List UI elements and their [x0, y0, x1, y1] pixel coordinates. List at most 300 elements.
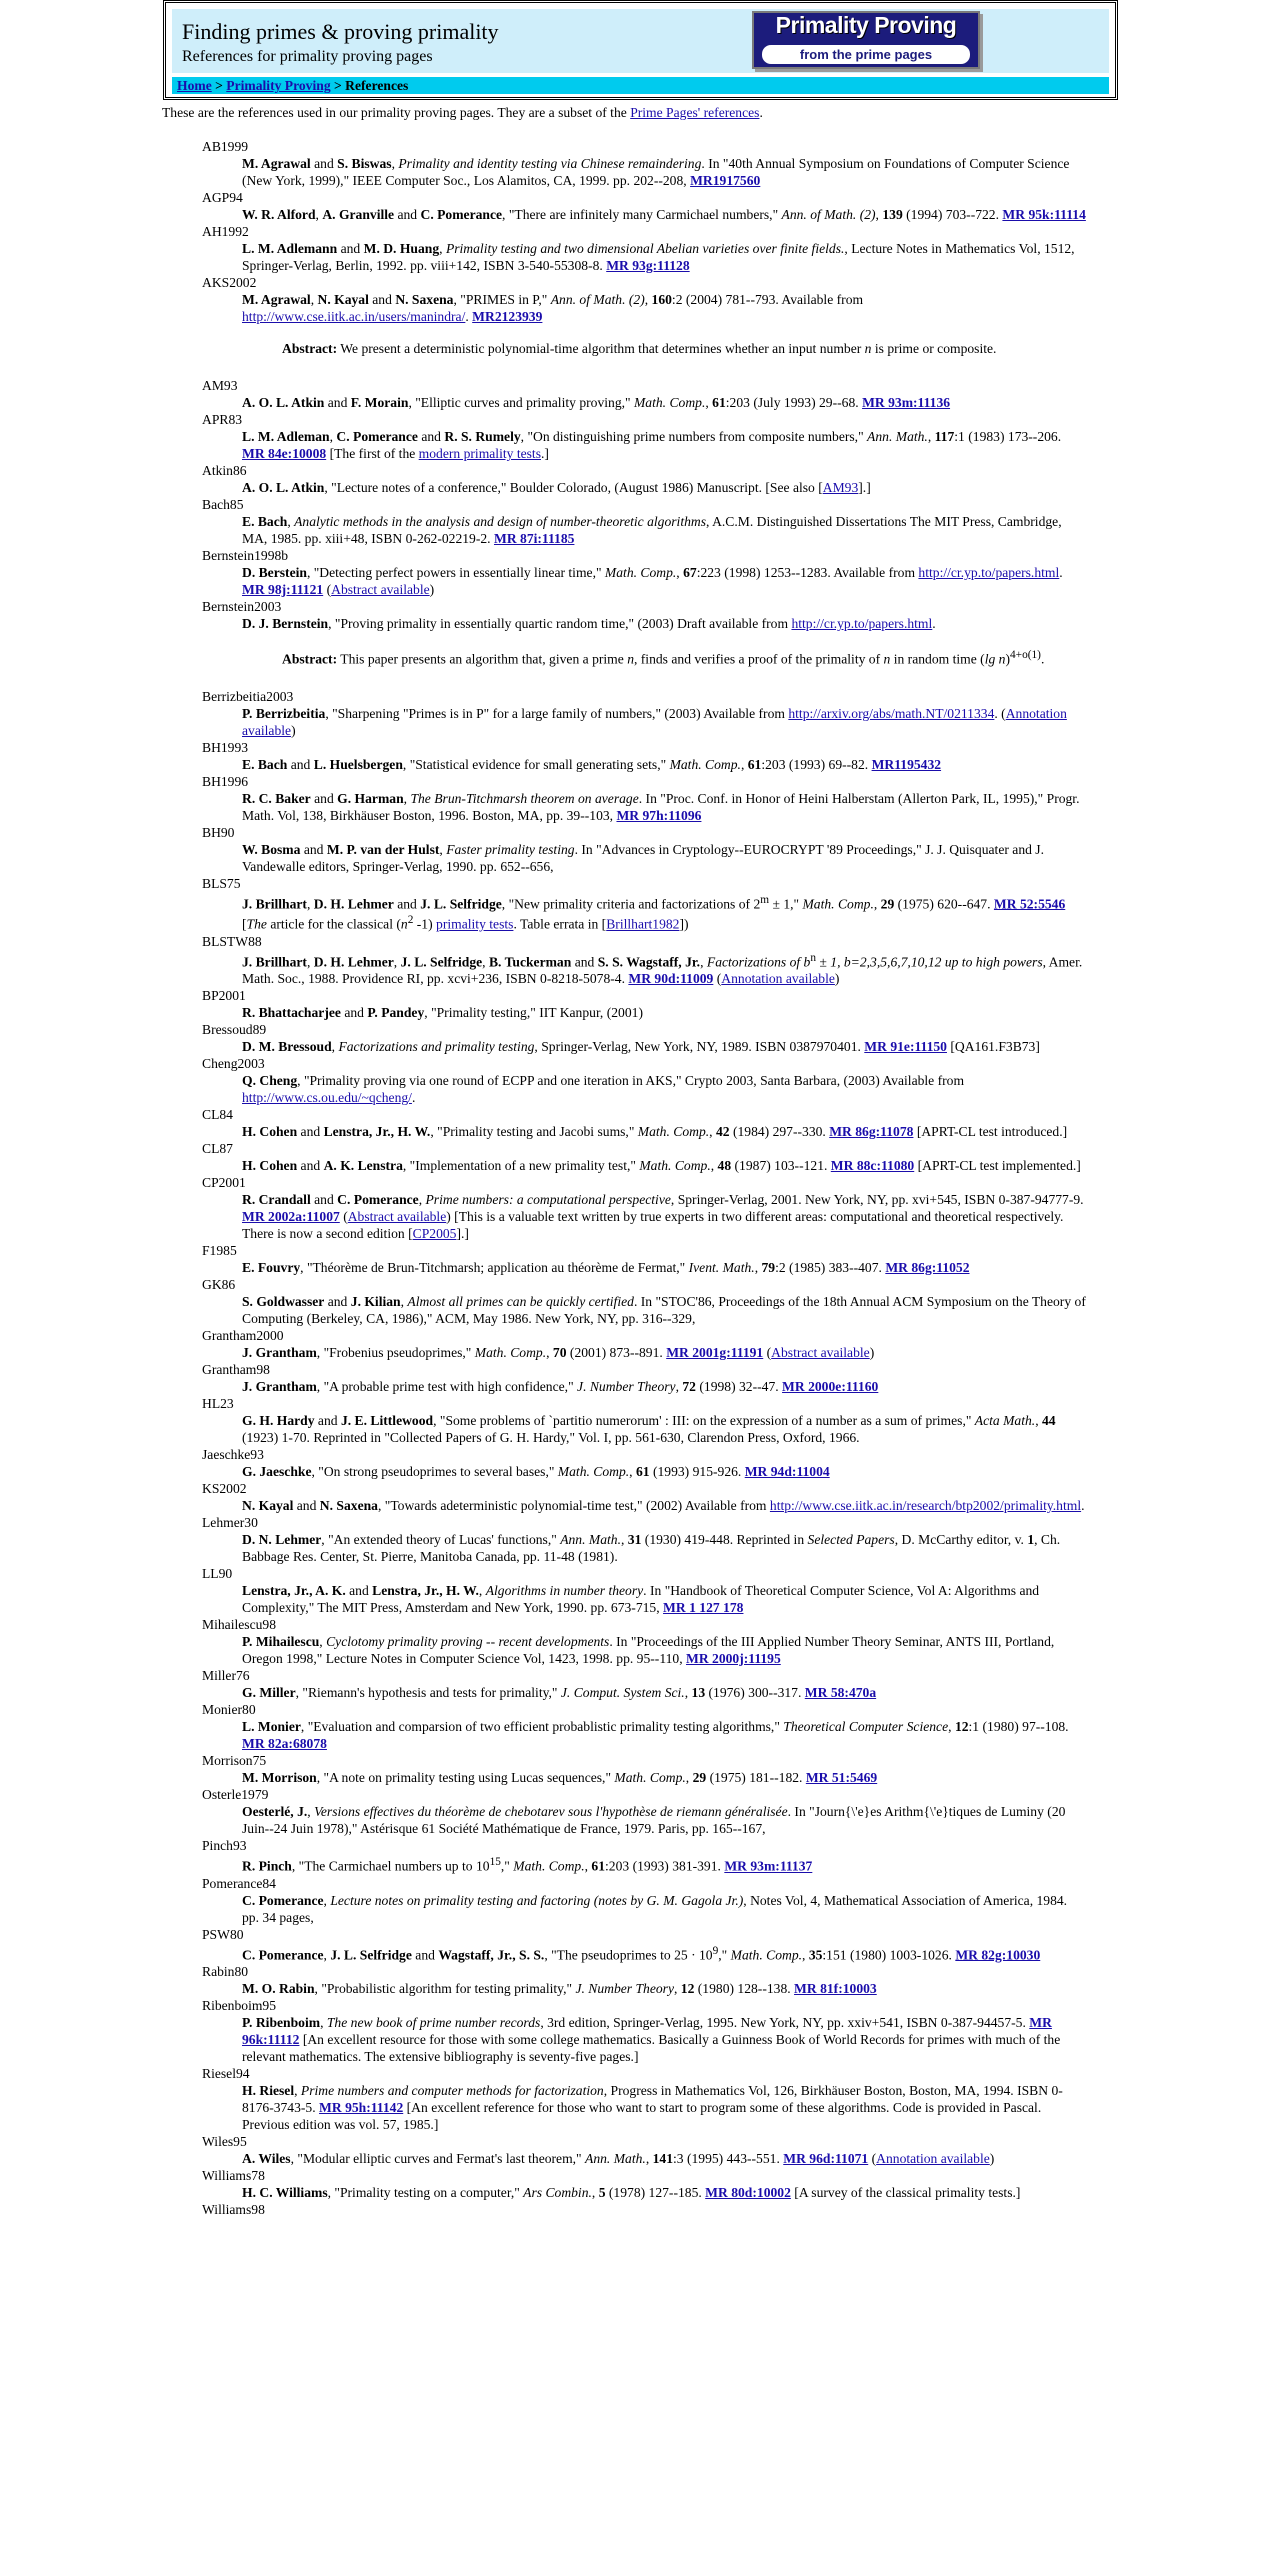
mathscinet-review-link[interactable]: MR 93m:11136	[862, 395, 951, 410]
reference-citation	[242, 1980, 1086, 1997]
reference-key: Rabin80	[202, 1964, 249, 1980]
ref-text: article for the classical (	[266, 916, 401, 932]
mathscinet-review-link[interactable]: MR 52:5546	[993, 896, 1066, 912]
ref-text: ,	[676, 565, 684, 580]
breadcrumb-text: >	[211, 78, 227, 93]
reference-key: AKS2002	[202, 275, 257, 290]
ref-text: .	[1081, 1498, 1085, 1514]
ref-author: B. Tuckerman	[488, 954, 572, 970]
ref-author: 48	[717, 1158, 732, 1174]
ref-text: ,	[306, 954, 314, 970]
mathscinet-review-link[interactable]: MR 95k:11114	[1002, 207, 1086, 222]
ref-text: , "Elliptic curves and primality proving,"	[408, 395, 634, 410]
reference-key: HL23	[202, 1396, 234, 1412]
ref-author: D. H. Lehmer	[313, 954, 394, 970]
ref-author: R. Pinch	[242, 1858, 292, 1874]
reference-entry	[202, 1786, 1086, 1837]
ref-text: .	[1040, 651, 1045, 667]
ref-author: 42	[715, 1124, 730, 1140]
ref-text: , "Primality testing," IIT Kanpur, (2001)	[424, 1005, 643, 1021]
ref-link[interactable]: http://cr.yp.to/papers.html	[791, 616, 933, 631]
reference-citation	[242, 892, 1086, 933]
ref-author: M. P. van der Hulst	[326, 841, 440, 857]
ref-author: D. Berstein	[242, 565, 307, 580]
ref-author: H. Riesel	[242, 2083, 295, 2099]
ref-author: A. Wiles	[242, 2151, 291, 2167]
ref-text: [An excellent reference for those who want to start to program some of these algorithms. Code is provided in Pascal. Previous edition was vol. 57, 1985.]	[242, 2100, 1042, 2133]
ref-text: , "Implementation of a new primality test,"	[402, 1158, 640, 1174]
reference-citation	[242, 2082, 1086, 2133]
ref-text: ,	[754, 1260, 762, 1276]
mathscinet-review-link[interactable]: MR 96d:11071	[783, 2151, 869, 2167]
reference-citation	[242, 950, 1086, 988]
breadcrumb	[172, 77, 1109, 94]
ref-author: Abstract:	[282, 651, 338, 667]
reference-citation	[242, 479, 1086, 496]
ref-author: Oesterlé, J.	[242, 1804, 308, 1820]
ref-title: Math. Comp.	[513, 1858, 585, 1874]
reference-key: AB1999	[202, 139, 249, 154]
ref-text: )	[291, 722, 296, 738]
ref-author: J. E. Littlewood	[340, 1413, 434, 1429]
ref-author: 31	[627, 1532, 642, 1548]
mathscinet-review-link[interactable]: MR 88c:11080	[830, 1158, 915, 1174]
ref-link[interactable]: Annotation available	[242, 705, 1067, 738]
ref-author: J. L. Selfridge	[330, 1947, 412, 1963]
ref-text: ,	[439, 841, 447, 857]
ref-title: J. Number Theory	[575, 1981, 674, 1997]
reference-citation	[242, 1038, 1086, 1055]
reference-key: LL90	[202, 1566, 233, 1582]
ref-text: and	[310, 156, 338, 171]
reference-entry	[202, 223, 1086, 274]
ref-author: A. O. L. Atkin	[242, 480, 325, 495]
reference-citation	[242, 1293, 1086, 1327]
ref-text: (1980) 128--138.	[694, 1981, 795, 1997]
ref-title: Cyclotomy primality proving -- recent developments	[326, 1634, 610, 1650]
mathscinet-review-link[interactable]: MR 94d:11004	[744, 1464, 830, 1480]
reference-entry	[202, 1055, 1086, 1106]
ref-text: , "A note on primality testing using Lucas sequences,"	[316, 1770, 615, 1786]
ref-text: and	[297, 1158, 324, 1174]
mathscinet-review-link[interactable]: MR 2001g:11191	[666, 1345, 764, 1361]
ref-author: S. S. Wagstaff, Jr.	[597, 954, 701, 970]
breadcrumb-link[interactable]: Primality Proving	[226, 78, 331, 93]
ref-text: , "Towards adeterministic polynomial-time test," (2002) Available from	[377, 1498, 770, 1514]
ref-text: ,	[329, 429, 337, 444]
reference-citation	[242, 1943, 1086, 1964]
mathscinet-review-link[interactable]: MR 82g:10030	[955, 1947, 1041, 1963]
ref-text: , "Lecture notes of a conference," Boulder Colorado, (August 1986) Manuscript. [See also [	[324, 480, 823, 495]
reference-key: APR83	[202, 412, 243, 427]
breadcrumb-link[interactable]: Home	[177, 78, 212, 93]
reference-key: Ribenboim95	[202, 1998, 277, 2014]
ref-title: Math. Comp.	[637, 1124, 710, 1140]
ref-author: J. Brillhart	[242, 954, 307, 970]
reference-entry	[202, 2133, 1086, 2167]
ref-text: )	[989, 2151, 995, 2167]
ref-title: J. Comput. System Sci.	[560, 1685, 685, 1701]
ref-text: )	[834, 971, 840, 987]
primality-proving-logo[interactable]	[752, 11, 980, 69]
mathscinet-review-link[interactable]: MR 2000j:11195	[686, 1651, 781, 1667]
mathscinet-review-link[interactable]: MR 97h:11096	[616, 807, 702, 823]
ref-author: S. Biswas	[337, 156, 392, 171]
reference-entry	[202, 1480, 1086, 1514]
ref-text: :2 (2004) 781--793. Available from	[671, 292, 864, 307]
reference-citation	[242, 564, 1086, 598]
ref-title: n	[864, 341, 872, 356]
reference-key: Bressoud89	[202, 1022, 267, 1038]
ref-text: [	[242, 916, 247, 932]
mathscinet-review-link[interactable]: MR 86g:11052	[885, 1260, 970, 1276]
ref-text: and	[314, 1413, 341, 1429]
ref-author: 67	[683, 565, 697, 580]
ref-author: M. Morrison	[242, 1770, 317, 1786]
mathscinet-review-link[interactable]: MR 96k:11112	[242, 2015, 1052, 2048]
ref-author: N. Kayal	[317, 292, 369, 307]
ref-title: Ann. Math.	[585, 2151, 646, 2167]
reference-key: Williams78	[202, 2168, 265, 2184]
ref-text: [QA161.F3B73]	[946, 1039, 1040, 1055]
ref-title: n	[883, 651, 891, 667]
ref-author: S. Goldwasser	[242, 1294, 325, 1310]
reference-entry	[202, 1174, 1086, 1242]
ref-link[interactable]: http://www.cse.iitk.ac.in/users/manindra/	[242, 309, 466, 324]
ref-title: Math. Comp.	[604, 565, 677, 580]
reference-citation	[242, 1378, 1086, 1395]
reference-entry	[202, 773, 1086, 824]
ref-text: :1 (1980) 97--108.	[968, 1719, 1069, 1735]
mathscinet-review-link[interactable]: MR 93g:11128	[606, 258, 690, 273]
ref-text: , Springer-Verlag, New York, NY, 1989. ISBN 0387970401.	[534, 1039, 865, 1055]
mathscinet-review-link[interactable]: MR1917560	[690, 173, 761, 188]
ref-title: Ivent. Math.	[688, 1260, 755, 1276]
reference-entry	[202, 1616, 1086, 1667]
reference-entry	[202, 688, 1086, 739]
ref-author: Wagstaff, Jr., S. S.	[438, 1947, 545, 1963]
reference-citation	[242, 1157, 1086, 1174]
reference-key: BH90	[202, 824, 235, 840]
mathscinet-review-link[interactable]: MR 87i:11185	[493, 531, 575, 546]
ref-text: [A survey of the classical primality tests.]	[790, 2185, 1021, 2201]
ref-author: M. Agrawal	[242, 156, 311, 171]
ref-author: 13	[691, 1685, 706, 1701]
ref-text: in random time (	[890, 651, 985, 667]
ref-text: ,	[948, 1719, 955, 1735]
ref-text: ])	[679, 916, 689, 932]
ref-text: , Notes Vol, 4, Mathematical Association of America, 1984. pp. 34 pages,	[242, 1892, 1068, 1925]
ref-text: and	[393, 896, 421, 912]
reference-key: KS2002	[202, 1481, 247, 1497]
ref-text: ,	[644, 292, 652, 307]
ref-text: , "Some problems of `partitio numerorum' : III: on the expression of a number as a sum of primes,"	[433, 1413, 975, 1429]
ref-title: Math. Comp.	[474, 1345, 547, 1361]
ref-text: . In "Advances in Cryptology--EUROCRYPT '89 Proceedings," J. J. Quisquater and J. Vandewalle editors, Springer-Verlag, 1990. pp. 652--656,	[242, 841, 1044, 874]
reference-entry	[202, 1361, 1086, 1395]
mathscinet-review-link[interactable]: MR 2002a:11007	[242, 1209, 340, 1225]
ref-text: ,	[710, 1158, 718, 1174]
reference-entry	[202, 1926, 1086, 1964]
ref-title: The new book of prime number records	[326, 2015, 541, 2031]
ref-link[interactable]: Abstract available	[771, 1345, 870, 1361]
ref-link[interactable]: Abstract available	[347, 1209, 447, 1225]
ref-title: Math. Comp.	[669, 756, 741, 772]
mathscinet-review-link[interactable]: MR 86g:11078	[829, 1124, 914, 1140]
reference-entry	[202, 1963, 1086, 1997]
ref-text: ].]	[456, 1226, 469, 1242]
mathscinet-review-link[interactable]: MR 81f:10003	[794, 1981, 877, 1997]
mathscinet-review-link[interactable]: MR 95h:11142	[319, 2100, 404, 2116]
ref-link[interactable]: modern primality tests	[418, 446, 541, 461]
ref-text: (	[868, 2151, 877, 2167]
ref-text: . In "Proc. Conf. in Honor of Heini Halberstam (Allerton Park, IL, 1995)," Progr. Math. Vol, 138, Birkhäuser Boston, 1996. Boston, MA, pp. 39--103,	[242, 790, 1080, 823]
ref-text: , Lecture Notes in Mathematics Vol, 1512, Springer-Verlag, Berlin, 1992. pp. viii+142, ISBN 3-540-55308-8.	[242, 241, 1075, 273]
ref-link[interactable]: http://arxiv.org/abs/math.NT/0211334	[788, 705, 995, 721]
ref-text: and	[417, 429, 445, 444]
ref-title: Math. Comp.	[614, 1770, 686, 1786]
ref-author: W. R. Alford	[242, 207, 316, 222]
ref-text: is prime or composite.	[871, 341, 997, 356]
ref-text: , "New primality criteria and factorizations of 2	[501, 896, 761, 912]
ref-text: , Progress in Mathematics Vol, 126, Birkhäuser Boston, Boston, MA, 1994. ISBN 0-8176-3743-5.	[242, 2083, 1063, 2116]
reference-key: Bernstein1998b	[202, 548, 289, 563]
ref-text: .	[932, 616, 936, 631]
reference-citation	[242, 705, 1086, 739]
reference-citation	[242, 206, 1086, 223]
ref-text: ,	[307, 1804, 315, 1820]
ref-author: 12	[954, 1719, 969, 1735]
ref-text: , "Evaluation and comparsion of two efficient probablistic primality testing algorithms,"	[300, 1719, 784, 1735]
ref-author: C. Pomerance	[336, 429, 418, 444]
reference-key: Lehmer30	[202, 1515, 258, 1531]
mathscinet-review-link[interactable]: MR 98j:11121	[242, 582, 324, 597]
ref-text: . Table errata in [	[513, 916, 607, 932]
mathscinet-review-link[interactable]: MR 80d:10002	[705, 2185, 791, 2201]
reference-key: Monier80	[202, 1702, 256, 1718]
reference-key: BP2001	[202, 988, 246, 1004]
ref-text: (	[713, 971, 722, 987]
ref-text: (2001) 873--891.	[566, 1345, 667, 1361]
reference-key: CL84	[202, 1107, 233, 1123]
reference-entry	[202, 1446, 1086, 1480]
ref-author: J. Brillhart	[242, 896, 307, 912]
ref-author: M. Agrawal	[242, 292, 311, 307]
reference-entry	[202, 411, 1086, 462]
ref-title: Almost all primes can be quickly certified	[407, 1294, 634, 1310]
mathscinet-review-link[interactable]: MR1195432	[871, 756, 942, 772]
reference-key: GK86	[202, 1277, 236, 1293]
ref-author: P. Pandey	[367, 1005, 425, 1021]
ref-text: .	[411, 1090, 416, 1106]
reference-citation	[242, 1684, 1086, 1701]
ref-text: ,	[675, 1379, 683, 1395]
reference-citation	[242, 1892, 1086, 1926]
ref-link[interactable]: CP2005	[412, 1226, 457, 1242]
ref-text: and	[310, 1192, 338, 1208]
ref-author: 70	[552, 1345, 567, 1361]
ref-author: Lenstra, Jr., A. K.	[242, 1583, 346, 1599]
reference-key: BLS75	[202, 875, 241, 891]
ref-text: ,	[700, 954, 707, 970]
reference-entry	[202, 1327, 1086, 1361]
ref-link[interactable]: http://cr.yp.to/papers.html	[918, 565, 1060, 580]
ref-text: and	[310, 790, 338, 806]
reference-entry	[202, 933, 1086, 988]
reference-citation	[242, 1123, 1086, 1140]
ref-title: Ars Combin.	[523, 2185, 592, 2201]
ref-author: Q. Cheng	[242, 1073, 298, 1089]
ref-text: and	[293, 1498, 320, 1514]
breadcrumb-text: References	[345, 78, 409, 93]
ref-text: ,	[319, 1634, 327, 1650]
ref-author: P. Berrizbeitia	[242, 705, 326, 721]
ref-link[interactable]: http://www.cse.iitk.ac.in/research/btp2002/primality.html	[769, 1498, 1082, 1514]
prime-pages-references-link[interactable]: Prime Pages' references	[630, 105, 760, 120]
ref-title: Acta Math.	[974, 1413, 1036, 1429]
ref-text: .	[1059, 565, 1063, 580]
ref-author: H. Cohen	[242, 1158, 298, 1174]
ref-author: L. M. Adleman	[242, 429, 330, 444]
ref-text: and	[287, 756, 314, 772]
reference-key: BH1996	[202, 773, 249, 789]
ref-text: ,	[927, 429, 935, 444]
ref-link[interactable]: Abstract available	[331, 582, 430, 597]
reference-key: Williams98	[202, 2202, 265, 2218]
ref-text: ,	[1035, 1413, 1042, 1429]
mathscinet-review-link[interactable]: MR 91e:11150	[864, 1039, 947, 1055]
reference-key: Riesel94	[202, 2066, 250, 2082]
ref-text: . In "Handbook of Theoretical Computer Science, Vol A: Algorithms and Complexity," The MIT Press, Amsterdam and New York, 1990. pp. 673-715,	[242, 1583, 1040, 1616]
reference-citation	[242, 513, 1086, 547]
ref-author: C. Pomerance	[242, 1947, 324, 1963]
ref-text: ,	[591, 2185, 599, 2201]
reference-key: Bernstein2003	[202, 599, 282, 614]
ref-text: , "Proving primality in essentially quartic random time," (2003) Draft available from	[328, 616, 792, 631]
mathscinet-review-link[interactable]: MR 84e:10008	[242, 446, 327, 461]
reference-key: AGP94	[202, 190, 243, 205]
ref-text: . In "40th Annual Symposium on Foundations of Computer Science (New York, 1999)," IEEE Computer Soc., Los Alamitos, CA, 1999. pp. 202--208,	[242, 156, 1070, 188]
ref-author: 29	[880, 896, 895, 912]
ref-link[interactable]: Annotation available	[721, 971, 835, 987]
ref-link[interactable]: AM93	[822, 480, 859, 495]
ref-author: M. O. Rabin	[242, 1981, 315, 1997]
reference-entry	[202, 547, 1086, 598]
ref-text: [The first of the	[326, 446, 419, 461]
ref-text: (	[339, 1209, 348, 1225]
ref-text: ,	[684, 1685, 692, 1701]
ref-author: 1	[1027, 1532, 1035, 1548]
ref-text: ± 1,"	[769, 896, 803, 912]
reference-entry	[202, 1837, 1086, 1875]
ref-title: J. Number Theory	[577, 1379, 676, 1395]
ref-title: Math. Comp.	[639, 1158, 711, 1174]
page-header	[172, 9, 1109, 73]
reference-entry	[202, 824, 1086, 875]
reference-key: Mihailescu98	[202, 1617, 276, 1633]
ref-text: ].]	[858, 480, 871, 495]
ref-link[interactable]: Brillhart1982	[606, 916, 680, 932]
ref-author: A. K. Lenstra	[323, 1158, 403, 1174]
reference-entry	[202, 1140, 1086, 1174]
ref-text: , "Detecting perfect powers in essentially linear time,"	[306, 565, 605, 580]
ref-author: J. Kilian	[350, 1294, 401, 1310]
reference-citation	[242, 2150, 1086, 2167]
reference-entry	[202, 987, 1086, 1021]
ref-title: Theoretical Computer Science	[783, 1719, 949, 1735]
ref-text: (1930) 419-448. Reprinted in	[641, 1532, 808, 1548]
ref-author: Abstract:	[282, 341, 338, 356]
ref-text: ,	[391, 156, 399, 171]
mathscinet-review-link[interactable]: MR2123939	[472, 309, 543, 324]
ref-text: , Amer. Math. Soc., 1988. Providence RI, pp. xcvi+236, ISBN 0-8218-5078-4.	[242, 954, 1083, 987]
ref-text: , A.C.M. Distinguished Dissertations The MIT Press, Cambridge, MA, 1985. pp. xiii+48, ISBN 0-262-02219-2.	[242, 514, 1062, 546]
reference-abstract	[282, 647, 1086, 668]
mathscinet-review-link[interactable]: MR 58:470a	[804, 1685, 877, 1701]
reference-citation	[242, 394, 1086, 411]
ref-link[interactable]: http://www.cs.ou.edu/~qcheng/	[242, 1090, 412, 1106]
mathscinet-review-link[interactable]: MR 90d:11009	[628, 971, 714, 987]
reference-citation	[242, 790, 1086, 824]
ref-text: ,	[802, 1947, 809, 1963]
reference-citation	[242, 2184, 1086, 2201]
mathscinet-review-link[interactable]: MR 51:5469	[805, 1770, 878, 1786]
reference-citation	[242, 841, 1086, 875]
ref-author: 139	[882, 207, 903, 222]
mathscinet-review-link[interactable]: MR 82a:68078	[242, 1736, 327, 1752]
mathscinet-review-link[interactable]: MR 2000e:11160	[782, 1379, 879, 1395]
ref-title: Algorithms in number theory	[485, 1583, 644, 1599]
ref-text: ,	[685, 1770, 693, 1786]
ref-text: and	[300, 841, 327, 857]
ref-author: L. Monier	[242, 1719, 301, 1735]
reference-citation	[242, 1769, 1086, 1786]
ref-author: 35	[808, 1947, 823, 1963]
intro-end: .	[759, 105, 763, 120]
ref-author: N. Saxena	[395, 292, 454, 307]
reference-entry	[202, 138, 1086, 189]
reference-key: Cheng2003	[202, 1056, 265, 1072]
ref-text: (	[763, 1345, 772, 1361]
ref-text: (1984) 297--330.	[729, 1124, 830, 1140]
ref-text: ,	[320, 2015, 327, 2031]
ref-title: Math. Comp.	[633, 395, 706, 410]
ref-text: ,	[331, 1039, 339, 1055]
reference-entry	[202, 875, 1086, 933]
ref-text: , "The pseudoprimes to 25 · 10	[544, 1947, 713, 1963]
ref-text: . In "STOC'86, Proceedings of the 18th Annual ACM Symposium on the Theory of Computing (Berkeley, CA, 1986)," ACM, May 1986. New York, NY, pp. 316--329,	[242, 1294, 1086, 1327]
ref-author: D. N. Lehmer	[242, 1532, 322, 1548]
ref-text: (1975) 181--182.	[706, 1770, 806, 1786]
ref-text: ,"	[500, 1858, 514, 1874]
reference-citation	[242, 615, 1086, 632]
ref-text: :203 (1993) 69--82.	[761, 756, 872, 772]
ref-author: 117	[934, 429, 955, 444]
ref-text: , "A probable prime test with high confidence,"	[316, 1379, 578, 1395]
reference-citation	[242, 1854, 1086, 1875]
ref-link[interactable]: Annotation available	[876, 2151, 990, 2167]
ref-text: and	[394, 207, 421, 222]
intro-paragraph	[162, 104, 1162, 121]
ref-author: E. Fouvry	[242, 1260, 301, 1276]
ref-link[interactable]: primality tests	[436, 916, 514, 932]
mathscinet-review-link[interactable]: MR 1 127 178	[663, 1600, 744, 1616]
ref-text: , "Primality testing and Jacobi sums,"	[430, 1124, 638, 1140]
ref-text: , "Sharpening "Primes is in P" for a large family of numbers," (2003) Available from	[325, 705, 789, 721]
breadcrumb-text: >	[330, 78, 346, 93]
ref-text: (1994) 703--722.	[902, 207, 1003, 222]
mathscinet-review-link[interactable]: MR 93m:11137	[724, 1858, 813, 1874]
